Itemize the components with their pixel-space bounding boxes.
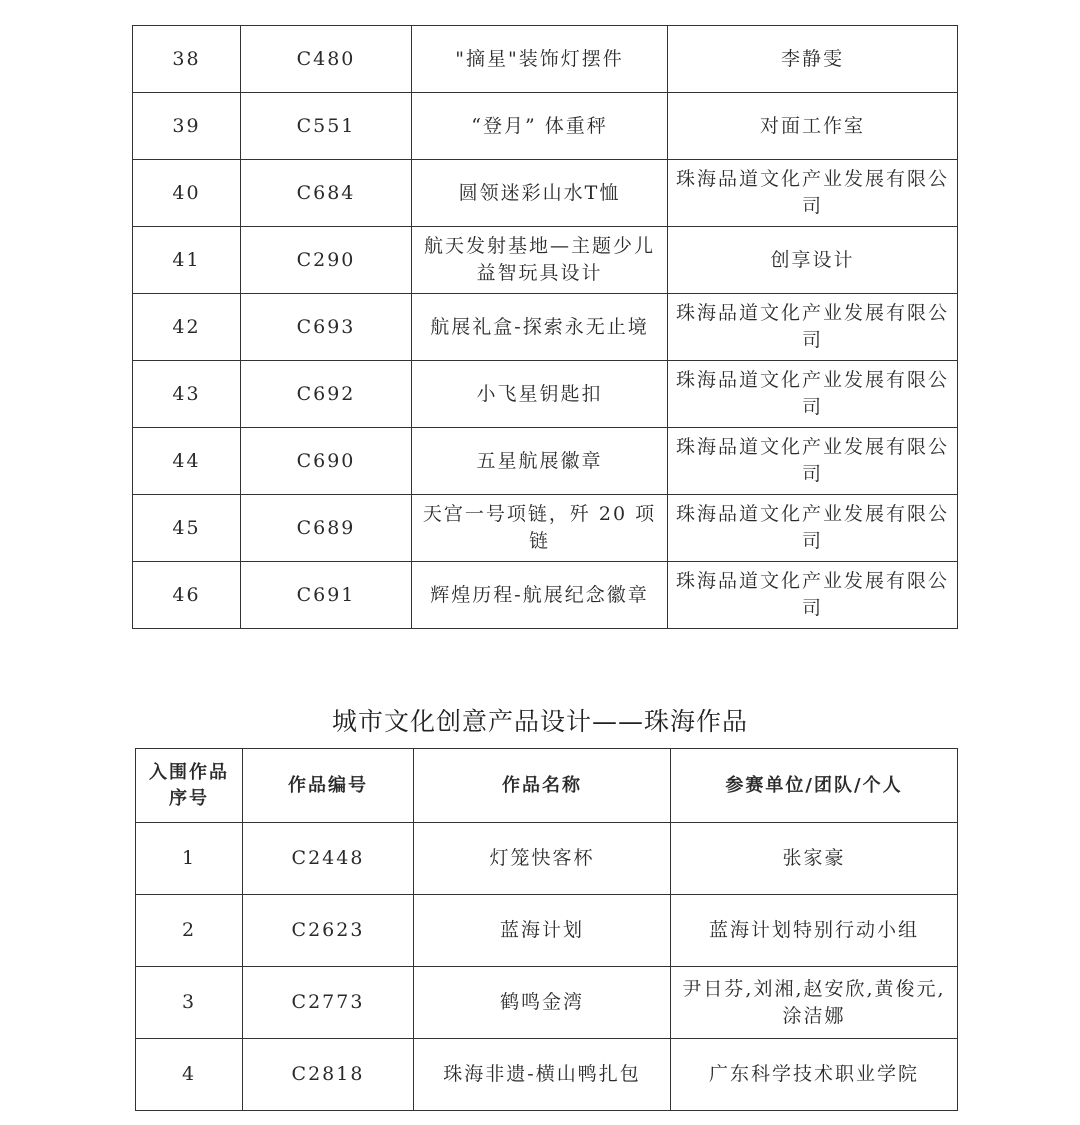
table-row [133,562,958,629]
row-number: 39 [133,93,241,160]
entry-code: C684 [241,160,412,227]
entry-code: C692 [241,361,412,428]
entry-name: "摘星"装饰灯摆件 [412,26,668,93]
entry-code: C2773 [243,967,414,1039]
entrant: 珠海品道文化产业发展有限公司 [668,495,958,562]
row-number: 46 [133,562,241,629]
entry-code: C2448 [243,823,414,895]
entry-name: 天宫一号项链，歼 20 项链 [412,495,668,562]
entry-name: 圆领迷彩山水T恤 [412,160,668,227]
entry-name: 辉煌历程-航展纪念徽章 [412,562,668,629]
row-number: 42 [133,294,241,361]
table-row [136,895,958,967]
entry-name: 小飞星钥匙扣 [412,361,668,428]
row-number: 2 [136,895,243,967]
table-row [133,26,958,93]
header-entry-name: 作品名称 [414,749,671,823]
entry-code: C2623 [243,895,414,967]
entry-name: 航展礼盒-探索永无止境 [412,294,668,361]
entry-name: 灯笼快客杯 [414,823,671,895]
row-number: 41 [133,227,241,294]
entrant: 珠海品道文化产业发展有限公司 [668,294,958,361]
table-row [136,823,958,895]
row-number: 40 [133,160,241,227]
entry-name: “登月” 体重秤 [412,93,668,160]
table-row [133,93,958,160]
entry-code: C2818 [243,1039,414,1111]
table-row [133,495,958,562]
header-entry-code: 作品编号 [243,749,414,823]
table-header-row [136,749,958,823]
entrant: 创享设计 [668,227,958,294]
row-number: 4 [136,1039,243,1111]
row-number: 44 [133,428,241,495]
entry-code: C691 [241,562,412,629]
row-number: 45 [133,495,241,562]
entrant: 张家豪 [671,823,958,895]
table-row [136,967,958,1039]
entries-table-continued [132,25,958,629]
entry-code: C551 [241,93,412,160]
entrant: 尹日芬,刘湘,赵安欣,黄俊元,涂洁娜 [671,967,958,1039]
table-row [133,294,958,361]
entry-name: 蓝海计划 [414,895,671,967]
entrant: 蓝海计划特别行动小组 [671,895,958,967]
table-row [133,361,958,428]
entry-name: 鹤鸣金湾 [414,967,671,1039]
table-row [133,160,958,227]
entrant: 珠海品道文化产业发展有限公司 [668,562,958,629]
header-row-number: 入围作品序号 [136,749,243,823]
entrant: 珠海品道文化产业发展有限公司 [668,160,958,227]
entrant: 广东科学技术职业学院 [671,1039,958,1111]
entry-code: C690 [241,428,412,495]
entry-name: 五星航展徽章 [412,428,668,495]
row-number: 38 [133,26,241,93]
table-row [133,227,958,294]
row-number: 1 [136,823,243,895]
section-title: 城市文化创意产品设计——珠海作品 [331,707,748,736]
table-row [136,1039,958,1111]
row-number: 43 [133,361,241,428]
entry-code: C693 [241,294,412,361]
zhuhai-entries-table [135,748,958,1111]
entrant: 对面工作室 [668,93,958,160]
entrant: 珠海品道文化产业发展有限公司 [668,361,958,428]
header-entrant: 参赛单位/团队/个人 [671,749,958,823]
entrant: 李静雯 [668,26,958,93]
entry-name: 珠海非遗-横山鸭扎包 [414,1039,671,1111]
table-row [133,428,958,495]
entry-name: 航天发射基地—主题少儿益智玩具设计 [412,227,668,294]
entry-code: C480 [241,26,412,93]
entrant: 珠海品道文化产业发展有限公司 [668,428,958,495]
row-number: 3 [136,967,243,1039]
entry-code: C689 [241,495,412,562]
entry-code: C290 [241,227,412,294]
